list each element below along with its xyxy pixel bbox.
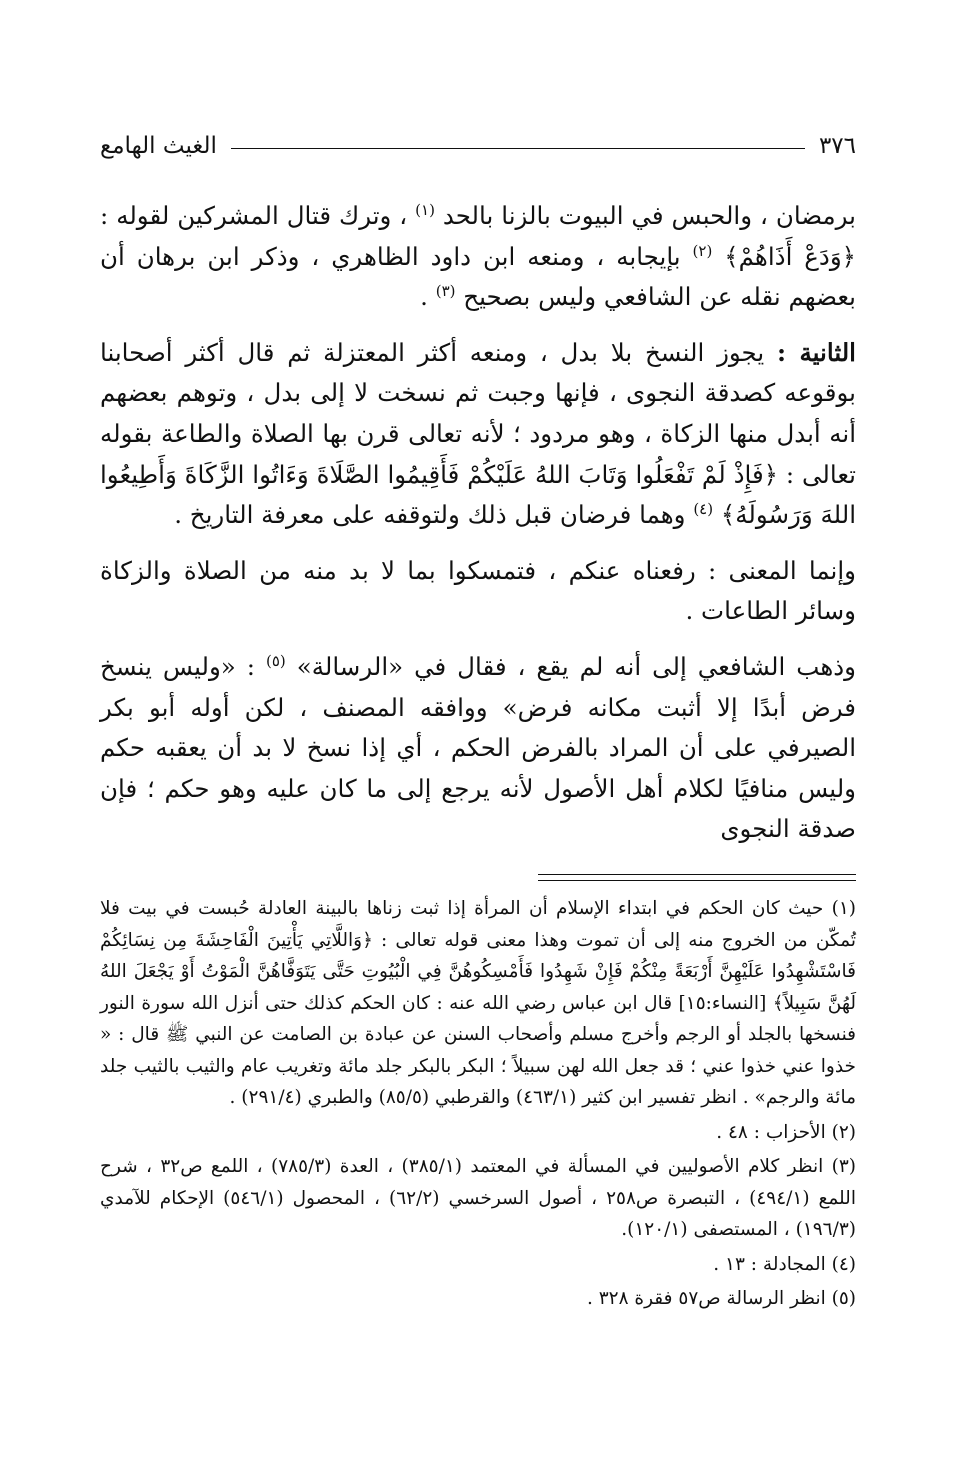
footnote-divider xyxy=(538,874,856,881)
book-title: الغيث الهامع xyxy=(100,133,217,159)
footnote-2: (٢) الأحزاب : ٤٨ . xyxy=(716,1121,856,1143)
footnote-ref-2: (٢) xyxy=(692,241,713,260)
p1-text-a: برمضان ، والحبس في البيوت بالزنا بالحد xyxy=(442,201,856,230)
footnote-5: (٥) انظر الرسالة ص٥٧ فقرة ٣٢٨ . xyxy=(586,1288,856,1309)
paragraph-2 xyxy=(100,333,856,536)
footnote-1: (١) حيث كان الحكم في ابتداء الإسلام أن المرأة إذا ثبت زناها بالبينة العادلة حُبست في بيت فلا تُمكّن من الخروج منه إلى أن تموت وهذا معنى قوله تعالى : ﴿وَاللَّاتِي يَأْتِينَ الْفَاحِشَةَ مِن نِسَائِكُمْ فَاسْتَشْهِدُوا عَلَيْهِنَّ أَرْبَعَةً مِنْكُمْ فَإِنْ شَهِدُوا فَأَمْسِكُوهُنَّ فِي الْبُيُوتِ حَتَّى يَتَوَفَّاهُنَّ الْمَوْتُ أَوْ يَجْعَلَ اللهُ لَهُنَّ سَبِيلاً﴾ [النساء:١٥] قال ابن عباس رضي الله عنه : كان الحكم كذلك حتى أنزل الله سورة النور فنسخها بالجلد أو الرجم وأخرج مسلم وأصحاب السنن عن عبادة بن الصامت عن النبي ﷺ قال : « خذوا عني خذوا عني ؛ قد جعل الله لهن سبيلاً ؛ البكر بالبكر جلد مائة وتغريب عام والثيب بالثيب جلد مائة والرجم» . انظر تفسير ابن كثير (٤٦٣/١) والقرطبي (٨٥/٥) والطبري (٢٩١/٤) . xyxy=(100,898,857,1108)
footnote-3: (٣) انظر كلام الأصوليين في المسألة في المعتمد (٣٨٥/١) ، العدة (٧٨٥/٣) ، اللمع ص٣٢ ، شرح اللمع (٤٩٤/١) ، التبصرة ص٢٥٨ ، أصول السرخسي (٦٢/٢) ، المحصول (٥٤٦/١) الإحكام للآمدي (١٩٦/٣) ، المستصفى (١٢٠/١). xyxy=(100,1156,857,1240)
footnote-ref-3: (٣) xyxy=(435,282,456,301)
p1-text-b: ، وترك قتال المشركين لقوله : xyxy=(100,201,408,230)
p4-text-b: : «وليس ينسخ فرض أبدًا إلا أثبت مكانه فرض» ووافقه المصنف ، لكن أوله أبو بكر الصيرفي على أن المراد بالفرض الحكم ، أي إذا نسخ لا بد أن يعقبه حكم وليس منافيًا لكلام أهل الأصول لأنه يرجع إلى ما كان عليه وهو حكم ؛ فإن صدقة النجوى xyxy=(100,651,856,844)
footnote-ref-1: (١) xyxy=(415,200,435,219)
p1-text-c: بإيجابه ، ومنعه ابن داود الظاهري ، وذكر ابن برهان أن بعضهم نقله عن الشافعي وليس بصحيح xyxy=(100,241,856,312)
header-rule xyxy=(231,148,805,149)
footnote-ref-4: (٤) xyxy=(693,500,714,518)
main-text xyxy=(100,196,856,865)
p4-text-a: وذهب الشافعي إلى أنه لم يقع ، فقال في «الرسالة» xyxy=(296,651,856,681)
p2-text-b: وهما فرضان قبل ذلك ولتوقفه على معرفة التاريخ . xyxy=(174,500,686,530)
p1-text-d: . xyxy=(420,282,428,312)
footnotes xyxy=(100,893,856,1318)
paragraph-3: وإنما المعنى : رفعناه عنكم ، فتمسكوا بما لا بد منه من الصلاة والزكاة وسائر الطاعات . xyxy=(100,555,856,626)
footnote-ref-5: (٥) xyxy=(265,651,286,670)
section-lead: الثانية : xyxy=(776,337,856,367)
running-header xyxy=(100,126,856,166)
footnote-4: (٤) المجادلة : ١٣ . xyxy=(713,1253,856,1275)
p2-text-a: يجوز النسخ بلا بدل ، ومنعه أكثر المعتزلة ثم قال أكثر أصحابنا بوقوعه كصدقة النجوى ، فإنها وجبت ثم نسخت لا إلى بدل ، وتوهم بعضهم أنه أبدل منها الزكاة ، وهو مردود ؛ لأنه تعالى قرن بها الصلاة والطاعة بقوله تعالى : xyxy=(100,337,856,489)
quran-quote-1: ﴿وَدَعْ أَذَاهُمْ﴾ xyxy=(724,241,857,271)
paragraph-4 xyxy=(100,647,856,850)
page-number: ٣٧٦ xyxy=(818,133,856,159)
paragraph-1 xyxy=(100,196,856,318)
quran-quote-2: ﴿فَإِذْ لَمْ تَفْعَلُوا وَتَابَ اللهُ عَلَيْكُمْ فَأَقِيمُوا الصَّلَاةَ وَءَاتُوا الزَّكَاةَ وَأَطِيعُوا اللهَ وَرَسُولَهُ﴾ xyxy=(100,459,856,530)
